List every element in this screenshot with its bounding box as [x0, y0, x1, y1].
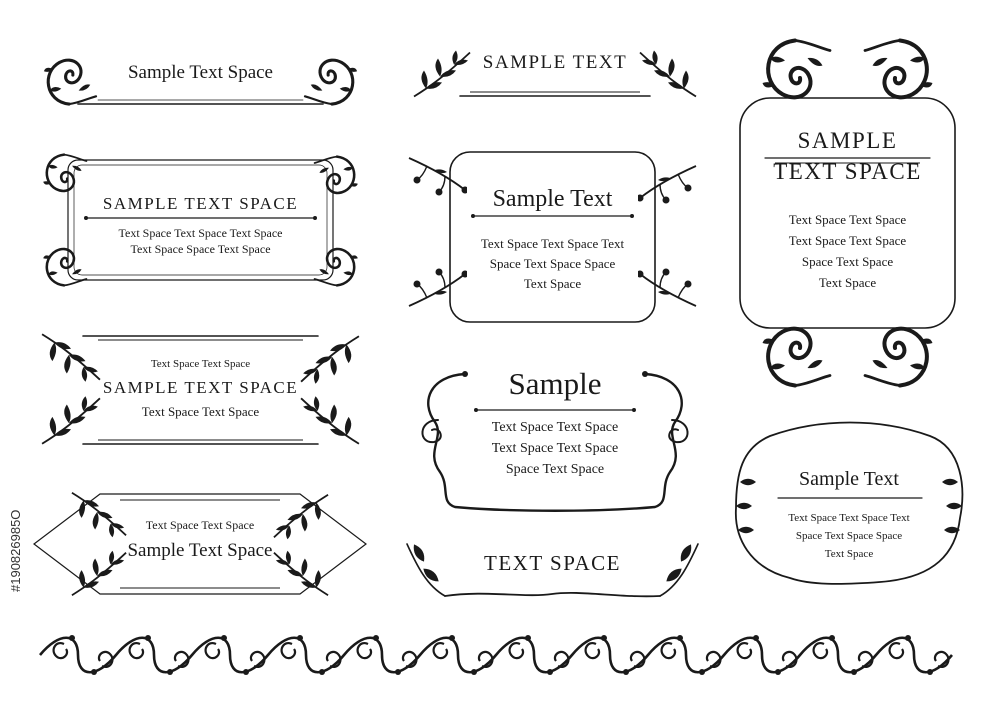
- frame-line-3: Text Space: [523, 276, 582, 291]
- oval-vine-icon: [730, 418, 968, 586]
- frame-line-2: Text Space Text Space: [788, 233, 907, 248]
- frame-top-text: Text Space Text Space: [150, 358, 251, 370]
- frame-line-3: Text Space: [824, 548, 874, 560]
- frame-title: SAMPLE TEXT SPACE: [102, 378, 299, 397]
- frame-sample-text-caps: [410, 38, 700, 106]
- frame-title: Sample Text Space: [127, 62, 273, 83]
- frame-line-2: Space Text Space Space: [489, 256, 616, 271]
- frame-title: Sample Text: [492, 186, 613, 212]
- frame-leafy-sample-text-space: [38, 330, 363, 450]
- frame-line-1: Text Space Text Space Text Space: [118, 226, 283, 240]
- frame-line-4: Text Space: [818, 275, 877, 290]
- frame-title: SAMPLE TEXT SPACE: [102, 194, 299, 213]
- frame-line-1: Text Space Text Space: [788, 212, 907, 227]
- frame-title: Sample Text Space: [127, 540, 273, 561]
- frame-oval-sample-text: [730, 418, 968, 586]
- scroll-border-icon: [40, 624, 955, 686]
- frame-line-2: Text Space Text Space: [491, 441, 619, 456]
- frame-sample-loops: [410, 362, 700, 517]
- scroll-border: [40, 624, 955, 686]
- frame-sample-text-space-tall: [735, 38, 960, 386]
- frame-title: TEXT SPACE: [484, 551, 621, 575]
- frame-title: Sample Text: [799, 468, 899, 490]
- frame-line-2: Text Space Space Text Space: [130, 242, 271, 256]
- stock-id-text: #190826985O: [8, 509, 23, 592]
- frame-title: SAMPLE TEXT: [482, 52, 628, 73]
- frame-line-1: Text Space Text Space Text: [480, 236, 625, 251]
- frame-line-1: Text Space Text Space Text: [788, 512, 910, 524]
- frame-title: Sample: [508, 366, 602, 401]
- frame-line-3: Space Text Space: [801, 254, 894, 269]
- frame-text-space-caps: [405, 536, 700, 602]
- frame-sample-text-space-caps: [38, 150, 363, 290]
- frame-title-line-2: TEXT SPACE: [773, 159, 922, 184]
- curl-corner-icon: [38, 150, 363, 290]
- frame-sample-text-space: [38, 42, 363, 114]
- frame-line-2: Space Text Space Space: [795, 530, 903, 542]
- frame-line-3: Space Text Space: [505, 462, 605, 477]
- frame-line-1: Text Space Text Space: [491, 420, 619, 435]
- frame-bottom-text: Text Space Text Space: [141, 404, 260, 419]
- frame-title-line-1: SAMPLE: [797, 128, 898, 153]
- frame-top-text: Text Space Text Space: [145, 518, 255, 532]
- frame-hex-sample-text-space: [30, 488, 370, 600]
- frame-sample-text-berries: [405, 148, 700, 328]
